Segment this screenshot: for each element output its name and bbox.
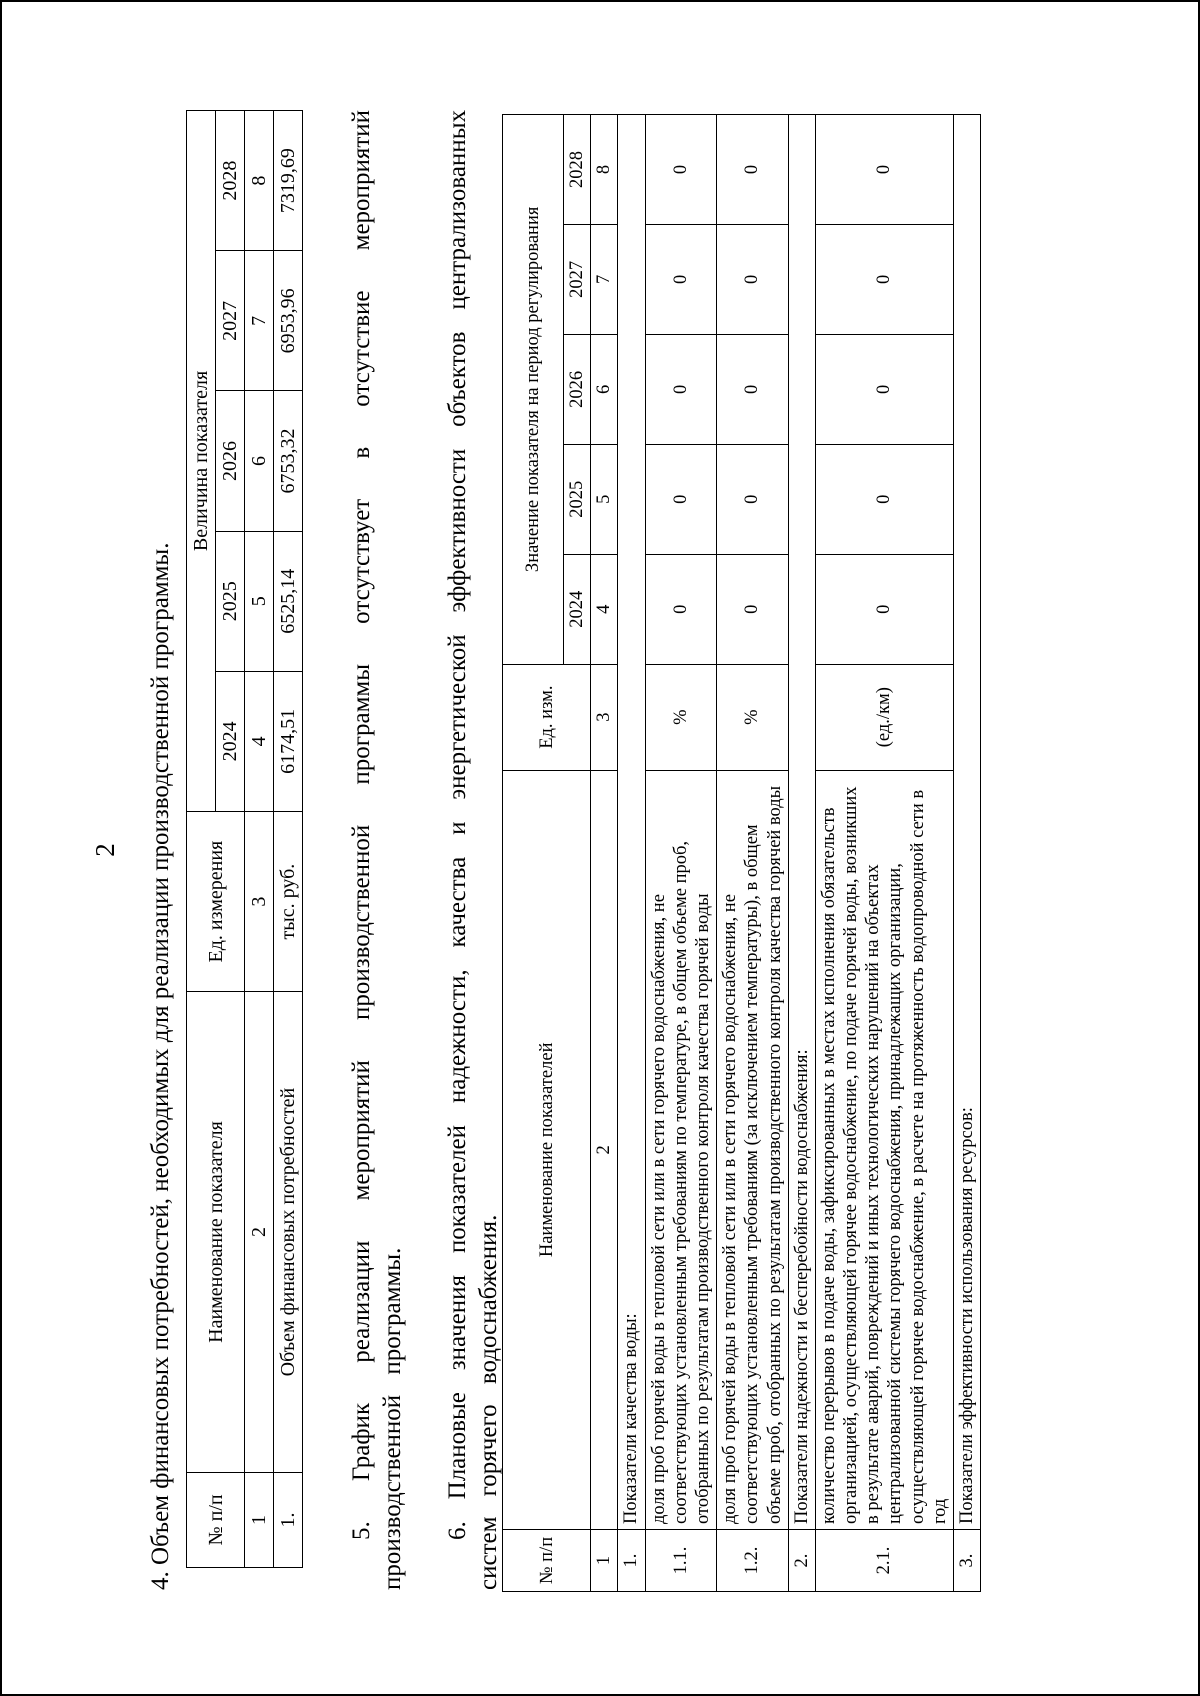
- header-num: № п/п: [503, 1530, 591, 1592]
- column-number: 5: [245, 531, 274, 671]
- header-name: Наименование показателя: [187, 992, 245, 1473]
- column-number: 6: [591, 334, 618, 444]
- row-value: 0: [815, 334, 953, 444]
- section-row: [788, 115, 815, 1592]
- section-title: Показатели качества воды:: [618, 115, 645, 1530]
- column-number: 3: [591, 664, 618, 770]
- column-number: 3: [245, 811, 274, 991]
- header-unit: Ед. измерения: [187, 811, 245, 991]
- header-year: 2024: [216, 671, 245, 811]
- row-value: 6174,51: [274, 671, 303, 811]
- row-value: 0: [645, 334, 717, 444]
- row-value: 0: [645, 444, 717, 554]
- row-unit: тыс. руб.: [274, 811, 303, 991]
- table-row: [815, 115, 953, 1592]
- header-year: 2026: [216, 391, 245, 531]
- column-number: 5: [591, 444, 618, 554]
- rotated-page: [82, 70, 1122, 1630]
- header-year: 2026: [564, 334, 591, 444]
- row-value: 6525,14: [274, 531, 303, 671]
- row-value: 6953,96: [274, 251, 303, 391]
- row-value: 0: [645, 554, 717, 664]
- row-value: 0: [717, 444, 789, 554]
- row-value: 6753,32: [274, 391, 303, 531]
- row-value: 0: [717, 115, 789, 225]
- header-year: 2027: [216, 251, 245, 391]
- row-value: 0: [645, 224, 717, 334]
- header-year: 2028: [216, 111, 245, 251]
- table-row: [717, 115, 789, 1592]
- section-row: [618, 115, 645, 1592]
- row-value: 0: [815, 554, 953, 664]
- header-year: 2027: [564, 224, 591, 334]
- column-number: 2: [245, 992, 274, 1473]
- section-6-heading: 6. Плановые значения показателей надежности, качества и энергетической эффективности объектов централизованных систем горячего водоснабжения.: [444, 110, 503, 1590]
- row-num: 1.: [618, 1530, 645, 1592]
- column-number: 7: [591, 224, 618, 334]
- column-number: 8: [245, 111, 274, 251]
- row-value: 0: [717, 224, 789, 334]
- header-year: 2028: [564, 115, 591, 225]
- row-name: доля проб горячей воды в тепловой сети или в сети горячего водоснабжения, не соответствующих установленным требованиям (за исключением температуры), в общем объеме проб, отобранных по результатам производственного контроля качества горячей воды: [717, 770, 789, 1529]
- page-number: 2: [90, 843, 120, 857]
- header-num: № п/п: [187, 1472, 245, 1567]
- row-name: Объем финансовых потребностей: [274, 992, 303, 1473]
- column-number: 7: [245, 251, 274, 391]
- column-number: 2: [591, 770, 618, 1529]
- table-row: [645, 115, 717, 1592]
- row-value: 0: [815, 224, 953, 334]
- header-value: Величина показателя: [187, 111, 216, 812]
- column-number: 8: [591, 115, 618, 225]
- header-unit: Ед. изм.: [503, 664, 591, 770]
- header-value: Значение показателя на период регулирования: [503, 115, 564, 665]
- row-value: 0: [645, 115, 717, 225]
- row-value: 0: [717, 334, 789, 444]
- row-value: 0: [815, 115, 953, 225]
- section-title: Показатели эффективности использования ресурсов:: [954, 115, 981, 1530]
- row-num: 1.2.: [717, 1530, 789, 1592]
- row-num: 1.1.: [645, 1530, 717, 1592]
- header-year: 2025: [564, 444, 591, 554]
- table-row: [274, 111, 303, 1568]
- header-year: 2025: [216, 531, 245, 671]
- column-number: 6: [245, 391, 274, 531]
- section-title: Показатели надежности и бесперебойности водоснабжения:: [788, 115, 815, 1530]
- row-num: 1.: [274, 1472, 303, 1567]
- indicators-table: [502, 114, 981, 1592]
- column-number: 1: [245, 1472, 274, 1567]
- row-num: 2.: [788, 1530, 815, 1592]
- row-value: 0: [815, 444, 953, 554]
- header-year: 2024: [564, 554, 591, 664]
- row-unit: (ед./км): [815, 664, 953, 770]
- row-num: 2.1.: [815, 1530, 953, 1592]
- row-unit: %: [717, 664, 789, 770]
- column-number: 4: [245, 671, 274, 811]
- row-value: 7319,69: [274, 111, 303, 251]
- row-name: доля проб горячей воды в тепловой сети или в сети горячего водоснабжения, не соответствующих установленным требованиям по температуре, в общем объеме проб, отобранных по результатам производственного контроля качества горячей воды: [645, 770, 717, 1529]
- row-num: 3.: [954, 1530, 981, 1592]
- section-5-heading: 5. График реализации мероприятий производственной программы отсутствует в отсутствие мероприятий производственной программы.: [348, 110, 407, 1590]
- financial-needs-table: [186, 110, 303, 1568]
- section-4-heading: 4. Объем финансовых потребностей, необходимых для реализации производственной программы.: [147, 542, 174, 1590]
- column-number: 1: [591, 1530, 618, 1592]
- row-name: количество перерывов в подаче воды, зафиксированных в местах исполнения обязательств организацией, осуществляющей горячее водоснабжение, по подаче горячей воды, возникших в результате аварий, повреждений и иных технологических нарушений на объектах централизованной системы горячего водоснабжения, принадлежащих организации, осуществляющей горячее водоснабжение, в расчете на протяженность водопроводной сети в год: [815, 770, 953, 1529]
- header-name: Наименование показателей: [503, 770, 591, 1529]
- column-number: 4: [591, 554, 618, 664]
- row-value: 0: [717, 554, 789, 664]
- row-unit: %: [645, 664, 717, 770]
- section-row: [954, 115, 981, 1592]
